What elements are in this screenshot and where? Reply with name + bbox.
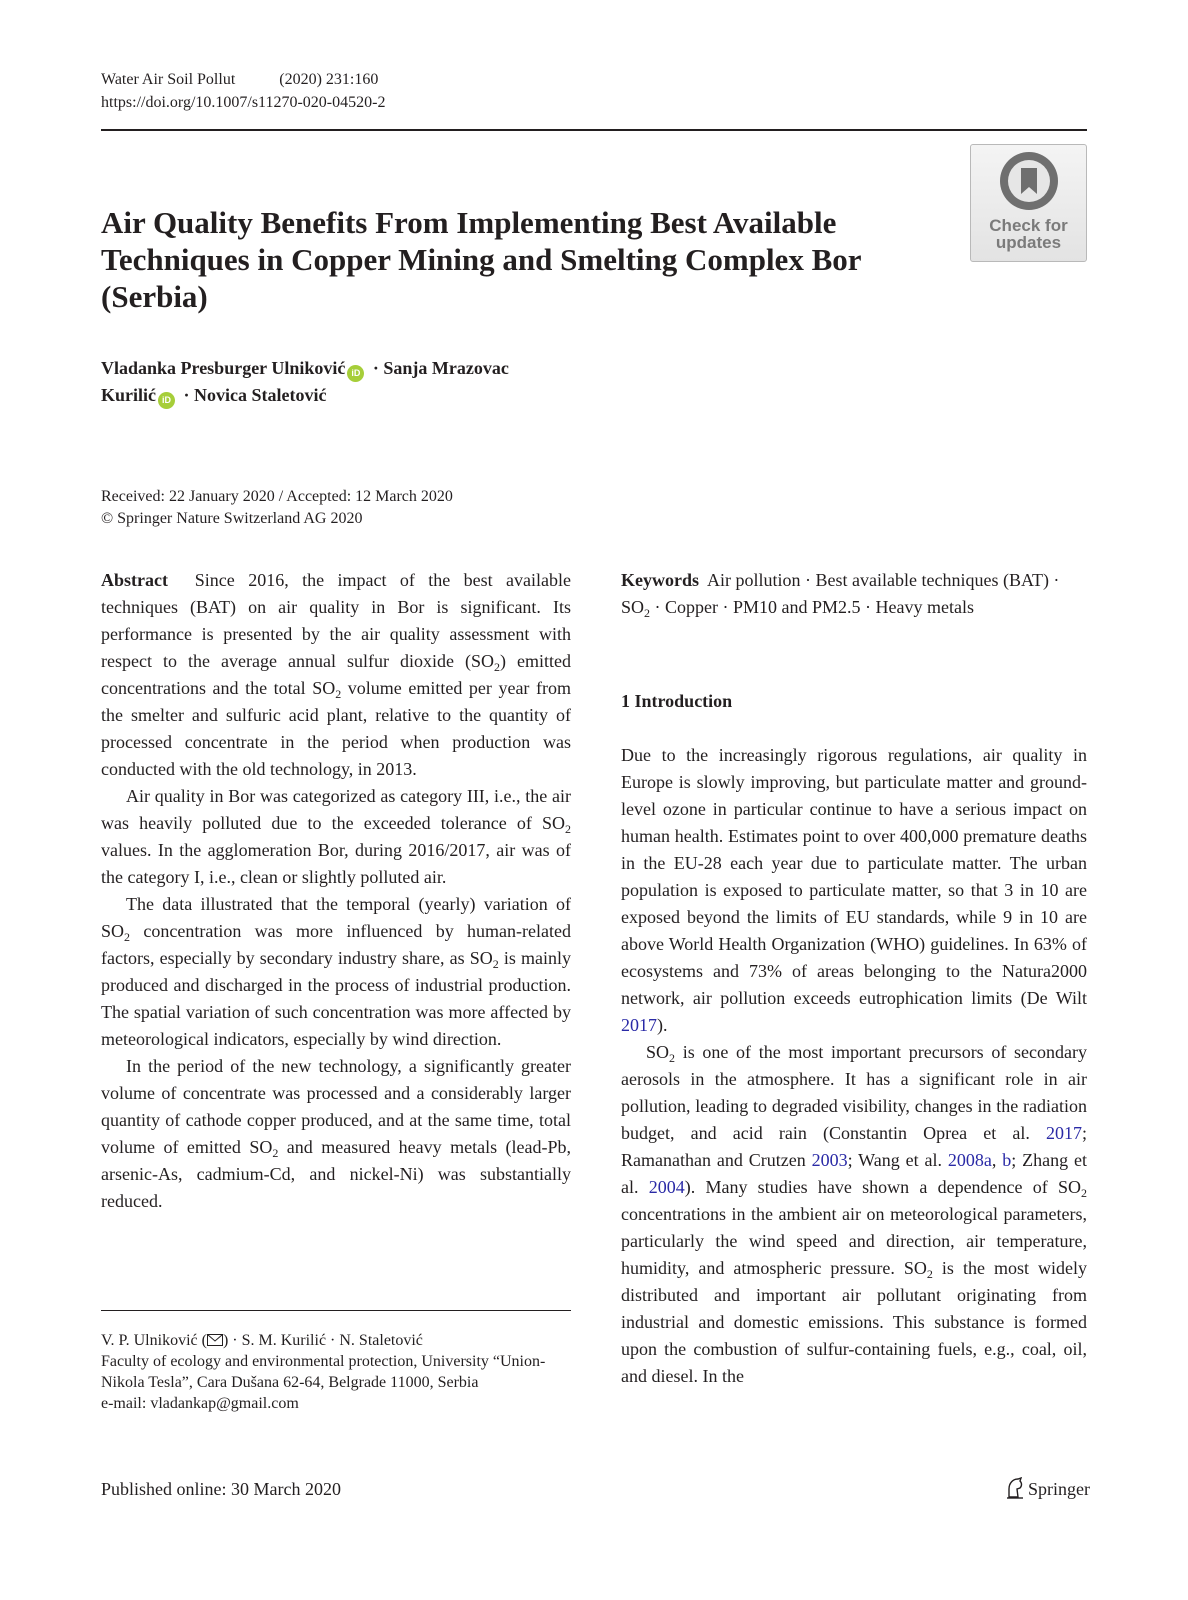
subscript: 2 xyxy=(1081,1186,1087,1200)
orcid-icon[interactable]: iD xyxy=(347,365,364,382)
abstract-text: values. In the agglomeration Bor, during 2016/2017, air was of the category I, i.e., clean or slightly polluted air. xyxy=(101,840,571,887)
intro-text: concentrations in the ambient air on meteorological parameters, particularly the wind speed and direction, air temperature, humidity, and atmospheric pressure. SO xyxy=(621,1204,1087,1278)
running-header xyxy=(101,68,385,114)
abstract xyxy=(101,567,571,1215)
envelope-icon[interactable] xyxy=(207,1334,223,1346)
introduction-text xyxy=(621,742,1087,1390)
orcid-icon[interactable]: iD xyxy=(158,392,175,409)
intro-text: ; Ramanathan and Crutzen xyxy=(621,1123,1087,1170)
subscript: 2 xyxy=(669,1051,676,1065)
check-for-updates-badge[interactable] xyxy=(970,144,1087,262)
abstract-text: concentration was more influenced by human-related factors, especially by secondary industry share, as SO xyxy=(101,921,571,968)
intro-text: ; Zhang et al. xyxy=(621,1150,1088,1197)
intro-text: ; Wang et al. xyxy=(847,1150,948,1170)
keywords-text: Air pollution · Best available techniques (BAT) · SO xyxy=(621,570,1060,617)
received-accepted: Received: 22 January 2020 / Accepted: 12 March 2020 xyxy=(101,488,453,505)
copyright-line: © Springer Nature Switzerland AG 2020 xyxy=(101,510,363,527)
subscript: 2 xyxy=(926,1267,933,1281)
affiliation-names: ) · S. M. Kurilić · N. Staletović xyxy=(222,1332,423,1349)
abstract-paragraph xyxy=(101,1053,571,1215)
affiliation-address: Faculty of ecology and environmental protection, University “Union-Nikola Tesla”, Cara Dušana 62-64, Belgrade 11000, Serbia xyxy=(101,1353,546,1391)
email-link[interactable]: e-mail: vladankap@gmail.com xyxy=(101,1395,299,1412)
subscript: 2 xyxy=(494,660,500,674)
publisher-name: Springer xyxy=(1028,1479,1090,1499)
header-rule xyxy=(101,129,1087,131)
keywords-text: · Copper · PM10 and PM2.5 · Heavy metals xyxy=(650,597,974,617)
author-separator: · xyxy=(179,385,195,405)
subscript: 2 xyxy=(492,957,499,971)
badge-line2: updates xyxy=(995,233,1062,252)
abstract-paragraph xyxy=(101,567,571,783)
intro-text: SO xyxy=(646,1042,670,1062)
article-dates xyxy=(101,486,453,530)
abstract-text: Since 2016, the impact of the best available techniques (BAT) on air quality in Bor is significant. Its performance is presented by the air quality assessment with respect to the average annual sulfur dioxide (SO xyxy=(101,570,572,671)
subscript: 2 xyxy=(644,606,651,620)
publisher-logo xyxy=(1005,1477,1090,1501)
intro-text: is the most widely distributed and important air pollutant originating from industrial and domestic emissions. This substance is formed upon the combustion of sulfur-containing fuels, e.g., coal, oil, and diesel. In the xyxy=(621,1258,1087,1386)
intro-text: is one of the most important precursors of secondary aerosols in the atmosphere. It has a significant role in air pollution, leading to degraded visibility, changes in the radiation budget, and acid rain (Constantin Oprea et al. xyxy=(621,1042,1087,1143)
author-2-part2: Kurilić xyxy=(101,385,156,405)
intro-text: , xyxy=(991,1150,1003,1170)
journal-name: Water Air Soil Pollut xyxy=(101,71,236,88)
subscript: 2 xyxy=(272,1146,279,1160)
intro-text: Due to the increasingly rigorous regulations, air quality in Europe is slowly improving, but particulate matter and ground-level ozone in particular continue to have a serious impact on human health. Estimates point to over 400,000 premature deaths in the EU-28 each year due to particulate matter. The urban population is exposed to particulate matter, so that 3 in 10 are exposed beyond the limits of EU standards, while 9 in 10 are above World Health Organization (WHO) guidelines. In 63% of ecosystems and 73% of areas belonging to the Natura2000 network, air pollution exceeds eutrophication limits (De Wilt xyxy=(621,745,1087,1008)
affiliation-names: V. P. Ulniković ( xyxy=(101,1332,207,1349)
abstract-paragraph xyxy=(101,783,571,891)
citation-link[interactable]: 2008a xyxy=(947,1150,992,1170)
intro-paragraph xyxy=(621,1039,1087,1390)
author-1: Vladanka Presburger Ulniković xyxy=(101,358,346,378)
author-affiliation xyxy=(101,1330,571,1414)
subscript: 2 xyxy=(124,930,131,944)
check-updates-icon xyxy=(998,150,1060,212)
abstract-text: and measured heavy metals (lead-Pb, arsenic-As, cadmium-Cd, and nickel-Ni) was substantially reduced. xyxy=(101,1137,571,1211)
citation-link[interactable]: b xyxy=(1002,1150,1012,1170)
citation-link[interactable]: 2003 xyxy=(811,1150,848,1170)
abstract-text: is mainly produced and discharged in the process of industrial production. The spatial variation of such concentration was more affected by meteorological indicators, especially by wind direction. xyxy=(101,948,571,1049)
springer-horse-icon xyxy=(1005,1477,1025,1499)
citation-link[interactable]: 2004 xyxy=(648,1177,685,1197)
intro-text: ). xyxy=(657,1015,668,1035)
badge-line1: Check for xyxy=(989,216,1068,235)
paper-title: Air Quality Benefits From Implementing Best Available Techniques in Copper Mining and Smelting Complex Bor (Serbia) xyxy=(101,205,861,314)
subscript: 2 xyxy=(335,687,342,701)
subscript: 2 xyxy=(565,822,571,836)
abstract-text: volume emitted per year from the smelter and sulfuric acid plant, relative to the quantity of processed concentrate in the period when production was conducted with the old technology, in 2013. xyxy=(101,678,571,779)
abstract-text: Air quality in Bor was categorized as category III, i.e., the air was heavily polluted due to the exceeded tolerance of SO xyxy=(101,786,571,833)
section-heading: 1 Introduction xyxy=(621,691,733,711)
keywords-label: Keywords xyxy=(621,570,699,590)
journal-line xyxy=(101,68,385,91)
abstract-label: Abstract xyxy=(101,570,168,590)
abstract-text: ) emitted concentrations and the total SO xyxy=(101,651,571,698)
published-online: Published online: 30 March 2020 xyxy=(101,1479,341,1499)
footnote-rule xyxy=(101,1310,571,1311)
doi-link[interactable]: https://doi.org/10.1007/s11270-020-04520-2 xyxy=(101,94,386,111)
abstract-text: In the period of the new technology, a significantly greater volume of concentrate was processed and a considerably larger quantity of cathode copper produced, and at the same time, total volume of emitted SO xyxy=(101,1056,571,1157)
intro-text: ). Many studies have shown a dependence of SO xyxy=(684,1177,1081,1197)
keywords xyxy=(621,567,1087,621)
journal-volume: (2020) 231:160 xyxy=(279,71,379,88)
author-list xyxy=(101,355,641,409)
author-3: Novica Staletović xyxy=(194,385,327,405)
author-separator: · xyxy=(368,358,384,378)
abstract-text: The data illustrated that the temporal (yearly) variation of SO xyxy=(101,894,571,941)
citation-link[interactable]: 2017 xyxy=(621,1015,657,1035)
citation-link[interactable]: 2017 xyxy=(1045,1123,1082,1143)
author-2-part1: Sanja Mrazovac xyxy=(383,358,509,378)
intro-paragraph xyxy=(621,742,1087,1039)
abstract-paragraph xyxy=(101,891,571,1053)
